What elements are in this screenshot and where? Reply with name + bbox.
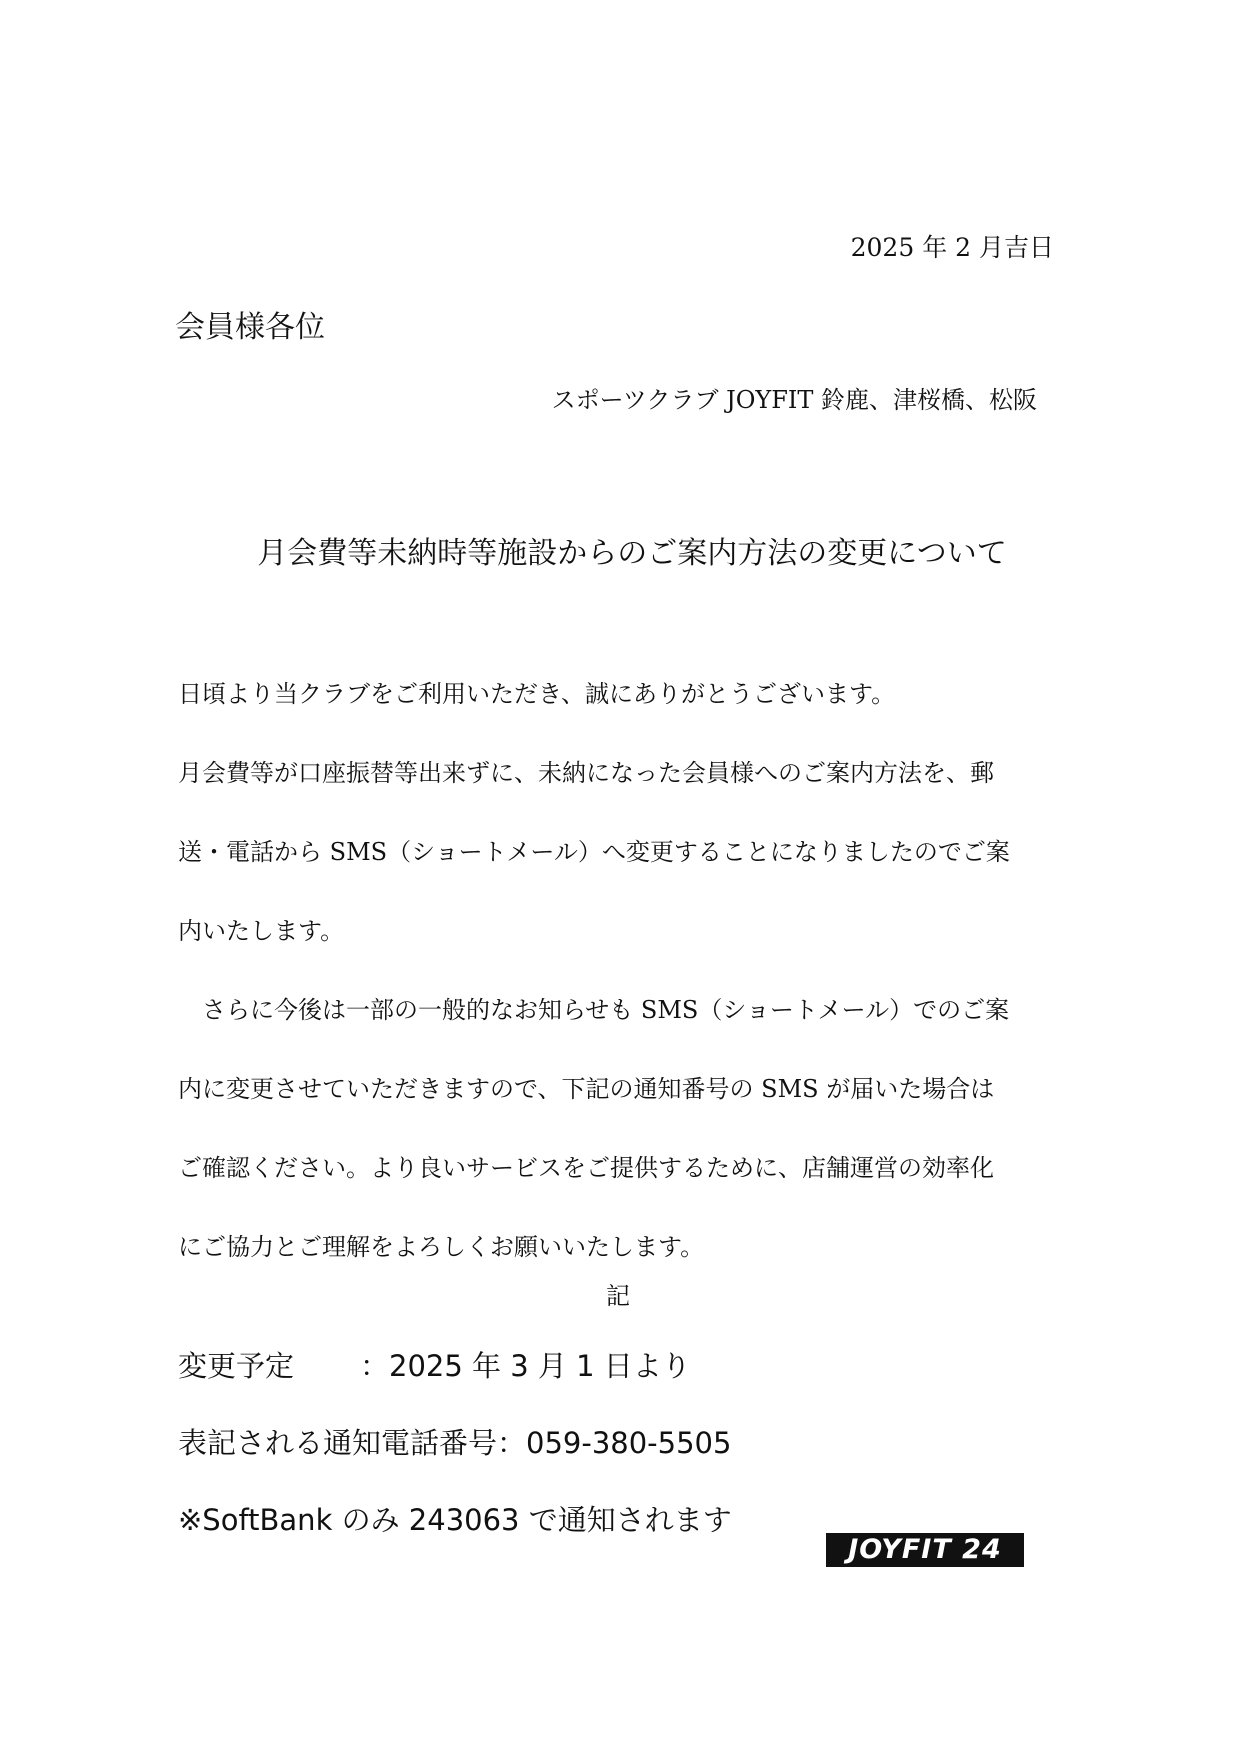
body-line: にご協力とご理解をよろしくお願いいたします。 bbox=[178, 1233, 705, 1261]
body-line: 送・電話から SMS（ショートメール）へ変更することになりましたのでご案 bbox=[178, 838, 1010, 866]
phone-number-row bbox=[178, 1423, 732, 1500]
softbank-note: ※SoftBank のみ 243063 で通知されます bbox=[178, 1503, 732, 1537]
details-section bbox=[178, 1346, 732, 1577]
recipient-heading: 会員様各位 bbox=[175, 310, 325, 345]
joyfit-logo: JOYFIT 24 bbox=[826, 1533, 1024, 1567]
body-line: 月会費等が口座振替等出来ずに、未納になった会員様へのご案内方法を、郵 bbox=[178, 759, 994, 787]
body-line: 内に変更させていただきますので、下記の通知番号の SMS が届いた場合は bbox=[178, 1075, 995, 1103]
body-line: 日頃より当クラブをご利用いただき、誠にありがとうございます。 bbox=[178, 680, 896, 708]
sender-line: スポーツクラブ JOYFIT 鈴鹿、津桜橋、松阪 bbox=[551, 386, 1037, 414]
body-line: さらに今後は一部の一般的なお知らせも SMS（ショートメール）でのご案 bbox=[178, 996, 1010, 1024]
change-date-row bbox=[178, 1346, 732, 1423]
ki-marker: 記 bbox=[606, 1282, 630, 1310]
issue-date: 2025 年 2 月吉日 bbox=[850, 233, 1054, 262]
phone-number-value: ：059-380-5505 bbox=[497, 1426, 732, 1460]
phone-number-label: 表記される通知電話番号 bbox=[178, 1426, 498, 1460]
body-paragraph bbox=[178, 676, 1058, 1308]
body-line: 内いたします。 bbox=[178, 917, 345, 945]
change-date-value: ：2025 年 3 月 1 日より bbox=[360, 1349, 691, 1383]
change-date-label: 変更予定 bbox=[178, 1349, 295, 1383]
document-title: 月会費等未納時等施設からのご案内方法の変更について bbox=[257, 536, 1007, 571]
body-line: ご確認ください。より良いサービスをご提供するために、店舗運営の効率化 bbox=[178, 1154, 994, 1182]
